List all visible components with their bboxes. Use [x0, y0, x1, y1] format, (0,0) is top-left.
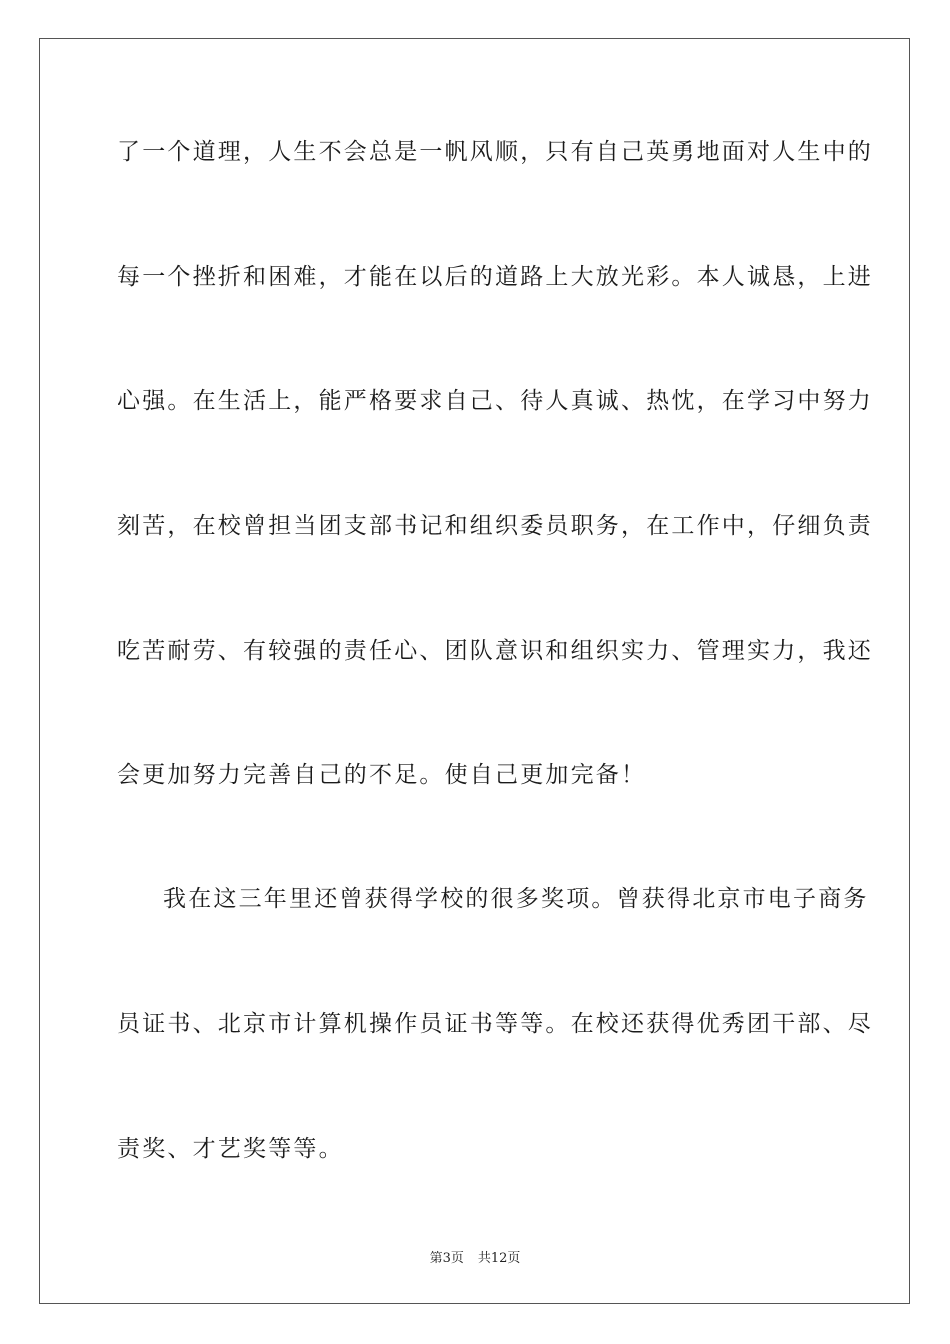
- text-line: 心强。在生活上，能严格要求自己、待人真诚、热忱，在学习中努力: [117, 388, 873, 414]
- text-line: 每一个挫折和困难，才能在以后的道路上大放光彩。本人诚恳，上进: [117, 264, 873, 290]
- page-border: [39, 38, 910, 1304]
- text-line: 刻苦，在校曾担当团支部书记和组织委员职务，在工作中，仔细负责: [117, 513, 873, 539]
- text-line: 责奖、才艺奖等等。: [117, 1136, 344, 1162]
- text-line: 吃苦耐劳、有较强的责任心、团队意识和组织实力、管理实力，我还: [117, 638, 873, 664]
- total-pages: 共12页: [477, 1251, 521, 1266]
- text-line: 会更加努力完善自己的不足。使自己更加完备！: [117, 762, 647, 788]
- paragraph-first-line: 我在这三年里还曾获得学校的很多奖项。曾获得北京市电子商务: [163, 886, 869, 912]
- page-number: 第3页: [429, 1251, 464, 1266]
- page-footer: [0, 1247, 950, 1266]
- text-line: 员证书、北京市计算机操作员证书等等。在校还获得优秀团干部、尽: [117, 1011, 873, 1037]
- text-line: 了一个道理，人生不会总是一帆风顺，只有自己英勇地面对人生中的: [117, 139, 873, 165]
